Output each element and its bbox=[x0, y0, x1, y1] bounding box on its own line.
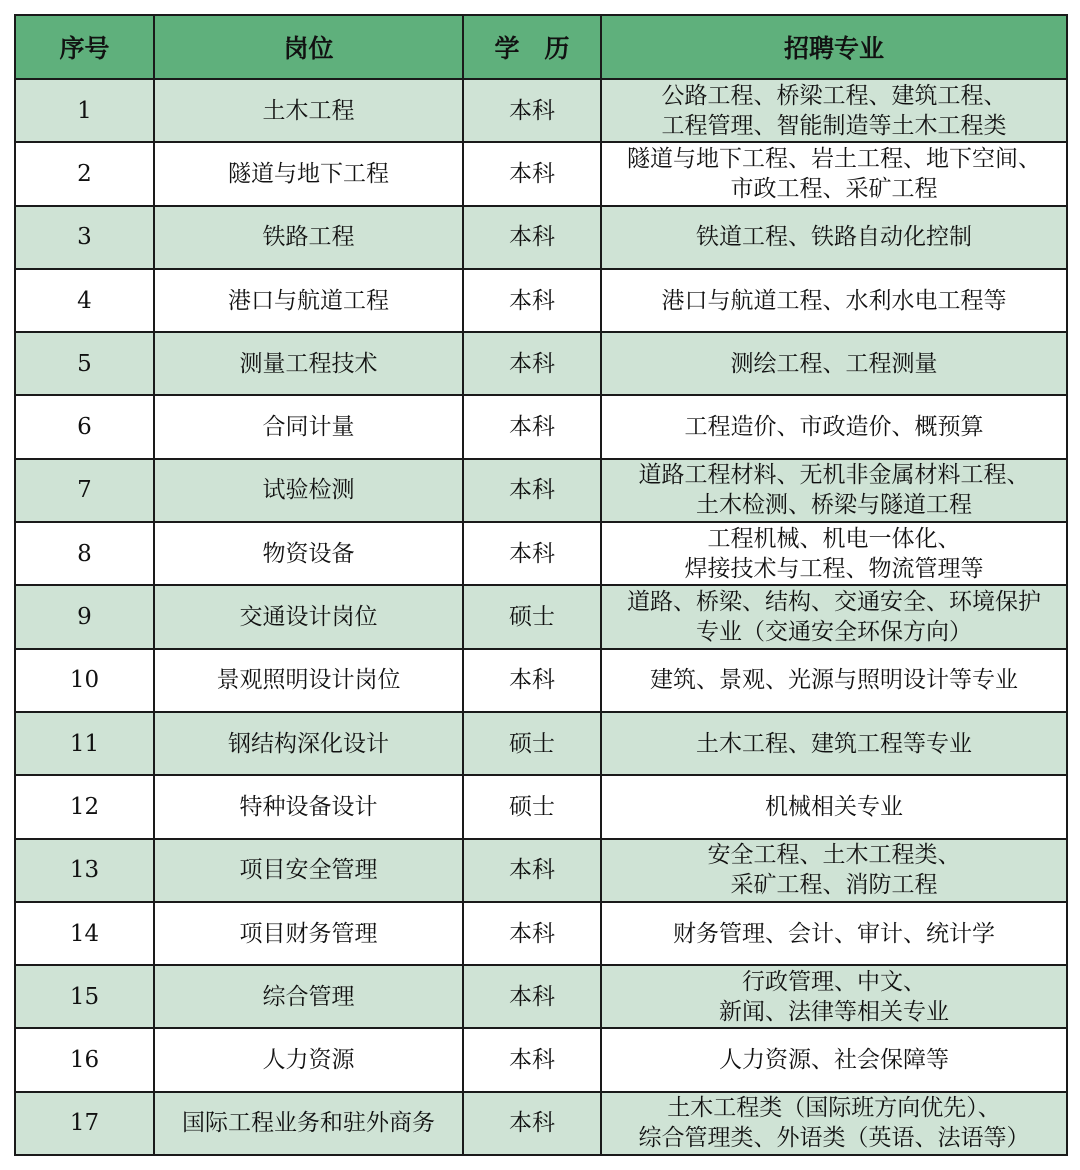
cell-position: 物资设备 bbox=[154, 522, 463, 585]
cell-serial-number: 11 bbox=[15, 712, 154, 775]
cell-majors bbox=[601, 459, 1067, 522]
cell-majors bbox=[601, 142, 1067, 205]
majors-line: 道路工程材料、无机非金属材料工程、 bbox=[638, 462, 1030, 489]
cell-position: 土木工程 bbox=[154, 79, 463, 142]
table-row bbox=[15, 839, 1067, 902]
cell-serial-number: 15 bbox=[15, 965, 154, 1028]
cell-majors bbox=[601, 1092, 1067, 1155]
majors-line: 新闻、法律等相关专业 bbox=[719, 998, 949, 1025]
cell-position: 综合管理 bbox=[154, 965, 463, 1028]
cell-position: 测量工程技术 bbox=[154, 332, 463, 395]
cell-serial-number: 12 bbox=[15, 775, 154, 838]
majors-line: 安全工程、土木工程类、 bbox=[707, 842, 961, 869]
table-row bbox=[15, 332, 1067, 395]
cell-majors bbox=[601, 332, 1067, 395]
cell-majors bbox=[601, 522, 1067, 585]
cell-degree: 本科 bbox=[463, 79, 601, 142]
cell-majors bbox=[601, 395, 1067, 458]
header-position: 岗位 bbox=[154, 15, 463, 79]
cell-degree: 本科 bbox=[463, 142, 601, 205]
cell-majors bbox=[601, 269, 1067, 332]
cell-serial-number: 6 bbox=[15, 395, 154, 458]
majors-line: 专业（交通安全环保方向） bbox=[696, 619, 972, 646]
cell-position: 特种设备设计 bbox=[154, 775, 463, 838]
cell-degree: 本科 bbox=[463, 1028, 601, 1091]
table-row bbox=[15, 1028, 1067, 1091]
majors-line: 道路、桥梁、结构、交通安全、环境保护 bbox=[627, 589, 1041, 616]
cell-majors bbox=[601, 902, 1067, 965]
majors-line: 机械相关专业 bbox=[765, 793, 903, 820]
majors-line: 工程管理、智能制造等土木工程类 bbox=[661, 112, 1007, 139]
header-majors: 招聘专业 bbox=[601, 15, 1067, 79]
majors-line: 工程造价、市政造价、概预算 bbox=[684, 414, 984, 441]
cell-serial-number: 13 bbox=[15, 839, 154, 902]
cell-serial-number: 8 bbox=[15, 522, 154, 585]
majors-line: 焊接技术与工程、物流管理等 bbox=[684, 555, 984, 582]
cell-degree: 本科 bbox=[463, 522, 601, 585]
cell-majors bbox=[601, 585, 1067, 648]
cell-degree: 本科 bbox=[463, 332, 601, 395]
table-row bbox=[15, 585, 1067, 648]
table-row bbox=[15, 79, 1067, 142]
cell-serial-number: 14 bbox=[15, 902, 154, 965]
recruitment-table bbox=[14, 14, 1068, 1156]
table-row bbox=[15, 459, 1067, 522]
header-degree: 学 历 bbox=[463, 15, 601, 79]
cell-position: 项目安全管理 bbox=[154, 839, 463, 902]
majors-line: 行政管理、中文、 bbox=[742, 968, 926, 995]
cell-position: 交通设计岗位 bbox=[154, 585, 463, 648]
cell-majors bbox=[601, 206, 1067, 269]
cell-position: 国际工程业务和驻外商务 bbox=[154, 1092, 463, 1155]
cell-majors bbox=[601, 965, 1067, 1028]
majors-line: 土木工程、建筑工程等专业 bbox=[696, 730, 972, 757]
cell-serial-number: 1 bbox=[15, 79, 154, 142]
majors-line: 工程机械、机电一体化、 bbox=[707, 525, 961, 552]
cell-degree: 本科 bbox=[463, 206, 601, 269]
majors-line: 市政工程、采矿工程 bbox=[730, 175, 938, 202]
cell-position: 人力资源 bbox=[154, 1028, 463, 1091]
cell-position: 隧道与地下工程 bbox=[154, 142, 463, 205]
table-row bbox=[15, 775, 1067, 838]
majors-line: 采矿工程、消防工程 bbox=[730, 872, 938, 899]
table-row bbox=[15, 395, 1067, 458]
cell-position: 钢结构深化设计 bbox=[154, 712, 463, 775]
cell-position: 试验检测 bbox=[154, 459, 463, 522]
majors-line: 公路工程、桥梁工程、建筑工程、 bbox=[661, 82, 1007, 109]
header-serial-number: 序号 bbox=[15, 15, 154, 79]
cell-degree: 硕士 bbox=[463, 775, 601, 838]
cell-serial-number: 4 bbox=[15, 269, 154, 332]
cell-majors bbox=[601, 712, 1067, 775]
cell-degree: 硕士 bbox=[463, 585, 601, 648]
cell-degree: 本科 bbox=[463, 839, 601, 902]
cell-serial-number: 9 bbox=[15, 585, 154, 648]
header-row bbox=[15, 15, 1067, 79]
table-row bbox=[15, 965, 1067, 1028]
cell-degree: 本科 bbox=[463, 965, 601, 1028]
cell-serial-number: 17 bbox=[15, 1092, 154, 1155]
table-row bbox=[15, 1092, 1067, 1155]
cell-position: 铁路工程 bbox=[154, 206, 463, 269]
cell-majors bbox=[601, 839, 1067, 902]
majors-line: 土木检测、桥梁与隧道工程 bbox=[696, 492, 972, 519]
majors-line: 土木工程类（国际班方向优先）、 bbox=[667, 1095, 1001, 1122]
cell-serial-number: 2 bbox=[15, 142, 154, 205]
cell-position: 港口与航道工程 bbox=[154, 269, 463, 332]
cell-degree: 本科 bbox=[463, 459, 601, 522]
cell-degree: 本科 bbox=[463, 902, 601, 965]
cell-degree: 本科 bbox=[463, 649, 601, 712]
cell-position: 合同计量 bbox=[154, 395, 463, 458]
cell-degree: 本科 bbox=[463, 1092, 601, 1155]
table-body bbox=[15, 79, 1067, 1155]
table-row bbox=[15, 206, 1067, 269]
table-row bbox=[15, 712, 1067, 775]
cell-majors bbox=[601, 79, 1067, 142]
table-row bbox=[15, 522, 1067, 585]
table-row bbox=[15, 902, 1067, 965]
cell-degree: 本科 bbox=[463, 395, 601, 458]
cell-serial-number: 7 bbox=[15, 459, 154, 522]
cell-serial-number: 10 bbox=[15, 649, 154, 712]
cell-majors bbox=[601, 775, 1067, 838]
table-row bbox=[15, 142, 1067, 205]
cell-degree: 硕士 bbox=[463, 712, 601, 775]
majors-line: 建筑、景观、光源与照明设计等专业 bbox=[650, 667, 1018, 694]
majors-line: 人力资源、社会保障等 bbox=[719, 1047, 949, 1074]
table-row bbox=[15, 649, 1067, 712]
majors-line: 隧道与地下工程、岩土工程、地下空间、 bbox=[627, 145, 1041, 172]
cell-degree: 本科 bbox=[463, 269, 601, 332]
cell-majors bbox=[601, 649, 1067, 712]
cell-serial-number: 3 bbox=[15, 206, 154, 269]
cell-position: 项目财务管理 bbox=[154, 902, 463, 965]
recruitment-table-container bbox=[14, 14, 1066, 1156]
table-header bbox=[15, 15, 1067, 79]
majors-line: 综合管理类、外语类（英语、法语等） bbox=[638, 1125, 1030, 1152]
majors-line: 测绘工程、工程测量 bbox=[730, 350, 938, 377]
table-row bbox=[15, 269, 1067, 332]
cell-majors bbox=[601, 1028, 1067, 1091]
cell-position: 景观照明设计岗位 bbox=[154, 649, 463, 712]
majors-line: 财务管理、会计、审计、统计学 bbox=[673, 920, 995, 947]
majors-line: 港口与航道工程、水利水电工程等 bbox=[661, 287, 1007, 314]
cell-serial-number: 5 bbox=[15, 332, 154, 395]
majors-line: 铁道工程、铁路自动化控制 bbox=[696, 224, 972, 251]
cell-serial-number: 16 bbox=[15, 1028, 154, 1091]
